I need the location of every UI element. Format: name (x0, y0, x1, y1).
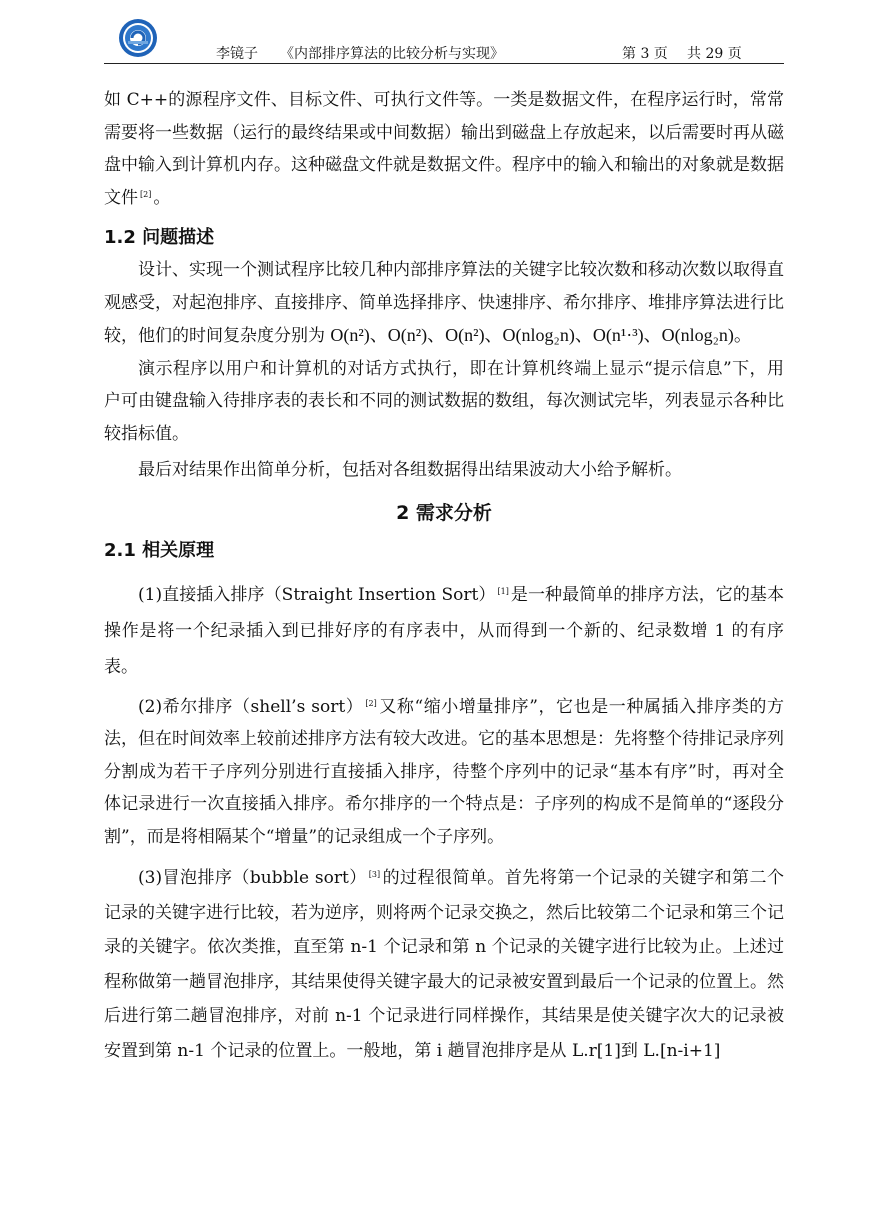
paragraph-demo-program: 演示程序以用户和计算机的对话方式执行，即在计算机终端上显示“提示信息”下，用户可由键盘输入待排序表的表长和不同的测试数据的数组，每次测试完毕，列表显示各种比较指标值。 (104, 358, 784, 444)
citation-2b: [2] (365, 698, 377, 708)
paragraph-shell-sort: (2)希尔排序（shell’s sort） [2] 又称“缩小增量排序”，它也是一种属插入排序类的方法，但在时间效率上较前述排序方法有较大改进。它的基本思想是：先将整个待排记录序列分割成为若干子序列分别进行直接插入排序，待整个序列中的记录“基本有序”时，再对全体记录进行一次直接插入排序。希尔排序的一个特点是：子序列的构成不是简单的“逐段分割”，而是将相隔某个“增量”的记录组成一个子序列。 (104, 696, 784, 847)
header-author: 李镜子 (216, 46, 258, 62)
page-header (104, 18, 784, 64)
citation-3: [3] (368, 870, 381, 879)
paragraph-straight-insertion: (1)直接插入排序（Straight Insertion Sort） [1] 是一种最简单的排序方法，它的基本操作是将一个纪录插入到已排好序的有序表中，从而得到一个新的、纪录数增 1 的有序表。 (104, 584, 785, 677)
section-heading-2-1: 2.1 相关原理 (104, 539, 215, 561)
paragraph-bubble-sort: (3)冒泡排序（bubble sort） [3] 的过程很简单。首先将第一个记录的关键字和第二个记录的关键字进行比较，若为逆序，则将两个记录交换之，然后比较第二个记录和第三个记录的关键字。依次类推，直至第 n-1 个记录和第 n 个记录的关键字进行比较为止。上述过程称做第一趟冒泡排序，其结果使得关键字最大的记录被安置到最后一个记录的位置上。然后进行第二趟冒泡排序，对前 n-1 个记录进行同样操作，其结果是使关键字次大的记录被安置到第 n-1 个记录的位置上。一般地，第 i 趟冒泡排序是从 L.r[1]到 L.[n-i+1] (104, 868, 785, 1061)
university-logo-icon (118, 18, 158, 58)
paragraph-problem-description: 设计、实现一个测试程序比较几种内部排序算法的关键字比较次数和移动次数以取得直观感受，对起泡排序、直接排序、简单选择排序、快速排序、希尔排序、堆排序算法进行比较，他们的时间复杂度分别为 O(n²)、O(n²)、O(n²)、O(nlog₂n)、O(n¹·³)、O(nlog₂n)。 (104, 260, 784, 346)
page-body (104, 84, 784, 1068)
citation-2: [2] (140, 189, 152, 199)
complexity-list: O(n²)、O(n²)、O(n²)、O(nlog₂n)、O(n¹·³)、O(nlog₂n)。 (330, 325, 752, 345)
section-heading-1-2: 1.2 问题描述 (104, 227, 215, 248)
header-page-number: 第 3 页 (622, 46, 668, 62)
paragraph-intro: 如 C++的源程序文件、目标文件、可执行文件等。一类是数据文件，在程序运行时，常常需要将一些数据（运行的最终结果或中间数据）输出到磁盘上存放起来，以后需要时再从磁盘中输入到计算机内存。这种磁盘文件就是数据文件。程序中的输入和输出的对象就是数据文件 [2] 。 (104, 90, 784, 208)
paragraph-analysis: 最后对结果作出简单分析，包括对各组数据得出结果波动大小给予解析。 (138, 460, 682, 480)
header-total-pages: 共 29 页 (687, 46, 742, 62)
citation-1: [1] (497, 586, 509, 596)
header-title: 《内部排序算法的比较分析与实现》 (280, 46, 504, 62)
chapter-heading-2: 2 需求分析 (396, 501, 492, 524)
header-rule (104, 63, 784, 64)
